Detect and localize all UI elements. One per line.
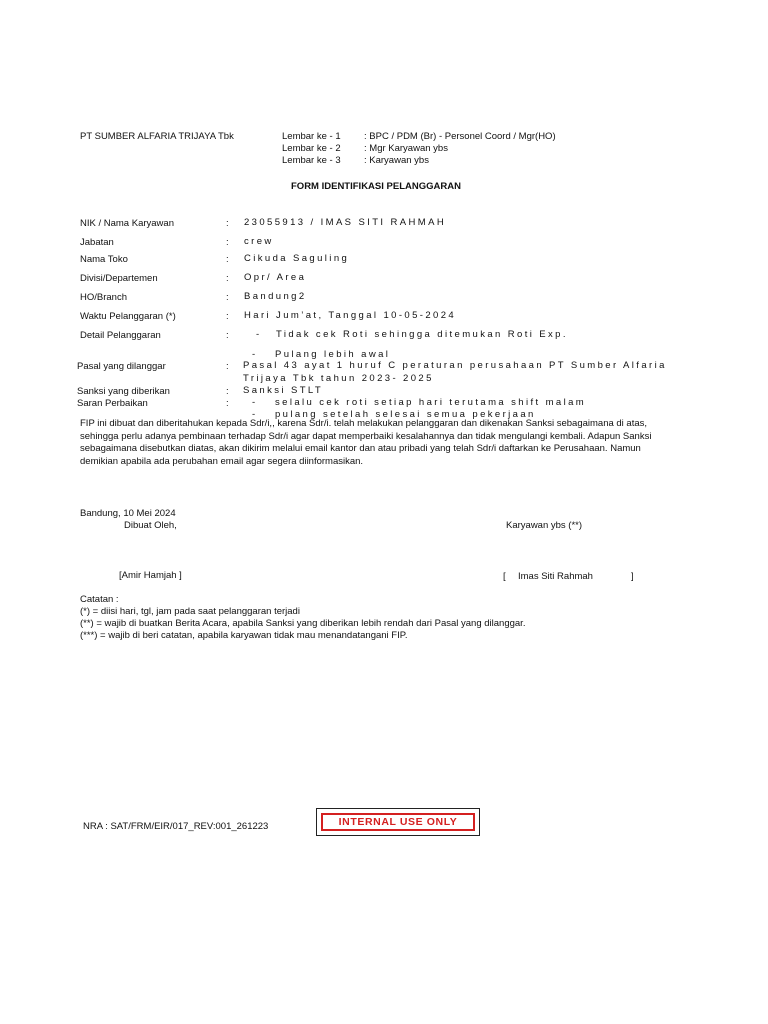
employee-signature-label: Karyawan ybs (**) bbox=[506, 520, 583, 531]
paragraph-line: sehingga perlu adanya pembinaan terhadap Sdr/i agar dapat memperbaiki kesalahannya dan tidak mengulangi kembali. Adapun Sanksi bbox=[80, 430, 652, 442]
company-name: PT SUMBER ALFARIA TRIJAYA Tbk bbox=[80, 131, 234, 142]
employee-bracket-open: [ bbox=[503, 571, 506, 582]
sanksi-value: Sanksi STLT bbox=[243, 385, 324, 396]
branch-value: Bandung2 bbox=[244, 291, 307, 302]
copy-3-value: : Karyawan ybs bbox=[364, 155, 429, 166]
detail-label: Detail Pelanggaran bbox=[80, 330, 161, 341]
saran-item: pulang setelah selesai semua pekerjaan bbox=[275, 409, 536, 420]
saran-label: Saran Perbaikan bbox=[77, 398, 148, 409]
saran-bullet: - bbox=[252, 409, 256, 420]
branch-label: HO/Branch bbox=[80, 292, 127, 303]
copy-2-value: : Mgr Karyawan ybs bbox=[364, 143, 448, 154]
notes-title: Catatan : bbox=[80, 594, 119, 605]
nik-label: NIK / Nama Karyawan bbox=[80, 218, 174, 229]
waktu-label: Waktu Pelanggaran (*) bbox=[80, 311, 176, 322]
pasal-line: Pasal 43 ayat 1 huruf C peraturan perusahaan PT Sumber Alfaria bbox=[243, 360, 667, 371]
paragraph-line: demikian apabila ada perubahan email agar segera diinformasikan. bbox=[80, 456, 364, 468]
jabatan-value: crew bbox=[244, 236, 274, 247]
employee-name: Imas Siti Rahmah bbox=[518, 571, 593, 582]
saran-item: selalu cek roti setiap hari terutama shift malam bbox=[275, 397, 587, 408]
detail-colon: : bbox=[226, 330, 229, 341]
paragraph-line: sebagaimana disebutkan diatas, akan dikirim melalui email kantor dan atau pribadi yang telah Sdr/i daftarkan ke Perusahaan. Namun bbox=[80, 443, 641, 455]
pasal-line: Trijaya Tbk tahun 2023- 2025 bbox=[243, 373, 434, 384]
copy-3-label: Lembar ke - 3 bbox=[282, 155, 341, 166]
divisi-value: Opr/ Area bbox=[244, 272, 307, 283]
detail-item: Pulang lebih awal bbox=[275, 349, 391, 360]
internal-use-stamp bbox=[316, 808, 480, 836]
waktu-value: Hari Jum’at, Tanggal 10-05-2024 bbox=[244, 310, 457, 321]
toko-colon: : bbox=[226, 254, 229, 265]
saran-colon: : bbox=[226, 398, 229, 409]
saran-bullet: - bbox=[252, 397, 256, 408]
toko-label: Nama Toko bbox=[80, 254, 128, 265]
made-by-name: [Amir Hamjah ] bbox=[119, 570, 182, 581]
branch-colon: : bbox=[226, 292, 229, 303]
jabatan-label: Jabatan bbox=[80, 237, 114, 248]
nik-value: 23055913 / IMAS SITI RAHMAH bbox=[244, 217, 447, 228]
copy-1-label: Lembar ke - 1 bbox=[282, 131, 341, 142]
pasal-label: Pasal yang dilanggar bbox=[77, 361, 166, 372]
note-item: (*) = diisi hari, tgl, jam pada saat pelanggaran terjadi bbox=[80, 606, 300, 617]
pasal-colon: : bbox=[226, 361, 229, 372]
place-date: Bandung, 10 Mei 2024 bbox=[80, 508, 176, 519]
note-item: (***) = wajib di beri catatan, apabila karyawan tidak mau menandatangani FIP. bbox=[80, 630, 408, 641]
note-item: (**) = wajib di buatkan Berita Acara, apabila Sanksi yang diberikan lebih rendah dari Pasal yang dilanggar. bbox=[80, 618, 526, 629]
paragraph-line: FIP ini dibuat dan diberitahukan kepada Sdr/i,, karena Sdr/i. telah melakukan pelanggaran dan dikenakan Sanksi sebagaimana di atas, bbox=[80, 418, 648, 429]
fip-paragraph bbox=[80, 418, 655, 469]
toko-value: Cikuda Saguling bbox=[244, 253, 350, 264]
waktu-colon: : bbox=[226, 311, 229, 322]
detail-bullet: - bbox=[252, 349, 256, 360]
jabatan-colon: : bbox=[226, 237, 229, 248]
copy-2-label: Lembar ke - 2 bbox=[282, 143, 341, 154]
copy-1-value: : BPC / PDM (Br) - Personel Coord / Mgr(HO) bbox=[364, 131, 556, 142]
divisi-label: Divisi/Departemen bbox=[80, 273, 158, 284]
divisi-colon: : bbox=[226, 273, 229, 284]
form-title: FORM IDENTIFIKASI PELANGGARAN bbox=[291, 181, 461, 192]
sanksi-label: Sanksi yang diberikan bbox=[77, 386, 170, 397]
stamp-frame bbox=[321, 813, 475, 831]
nra-code: NRA : SAT/FRM/EIR/017_REV:001_261223 bbox=[83, 821, 269, 832]
employee-bracket-close: ] bbox=[631, 571, 634, 582]
detail-item: Tidak cek Roti sehingga ditemukan Roti Exp. bbox=[276, 329, 568, 340]
made-by-label: Dibuat Oleh, bbox=[124, 520, 177, 531]
nik-colon: : bbox=[226, 218, 229, 229]
sanksi-colon: : bbox=[226, 386, 229, 397]
stamp-text: INTERNAL USE ONLY bbox=[338, 816, 458, 828]
detail-bullet: - bbox=[256, 329, 260, 340]
